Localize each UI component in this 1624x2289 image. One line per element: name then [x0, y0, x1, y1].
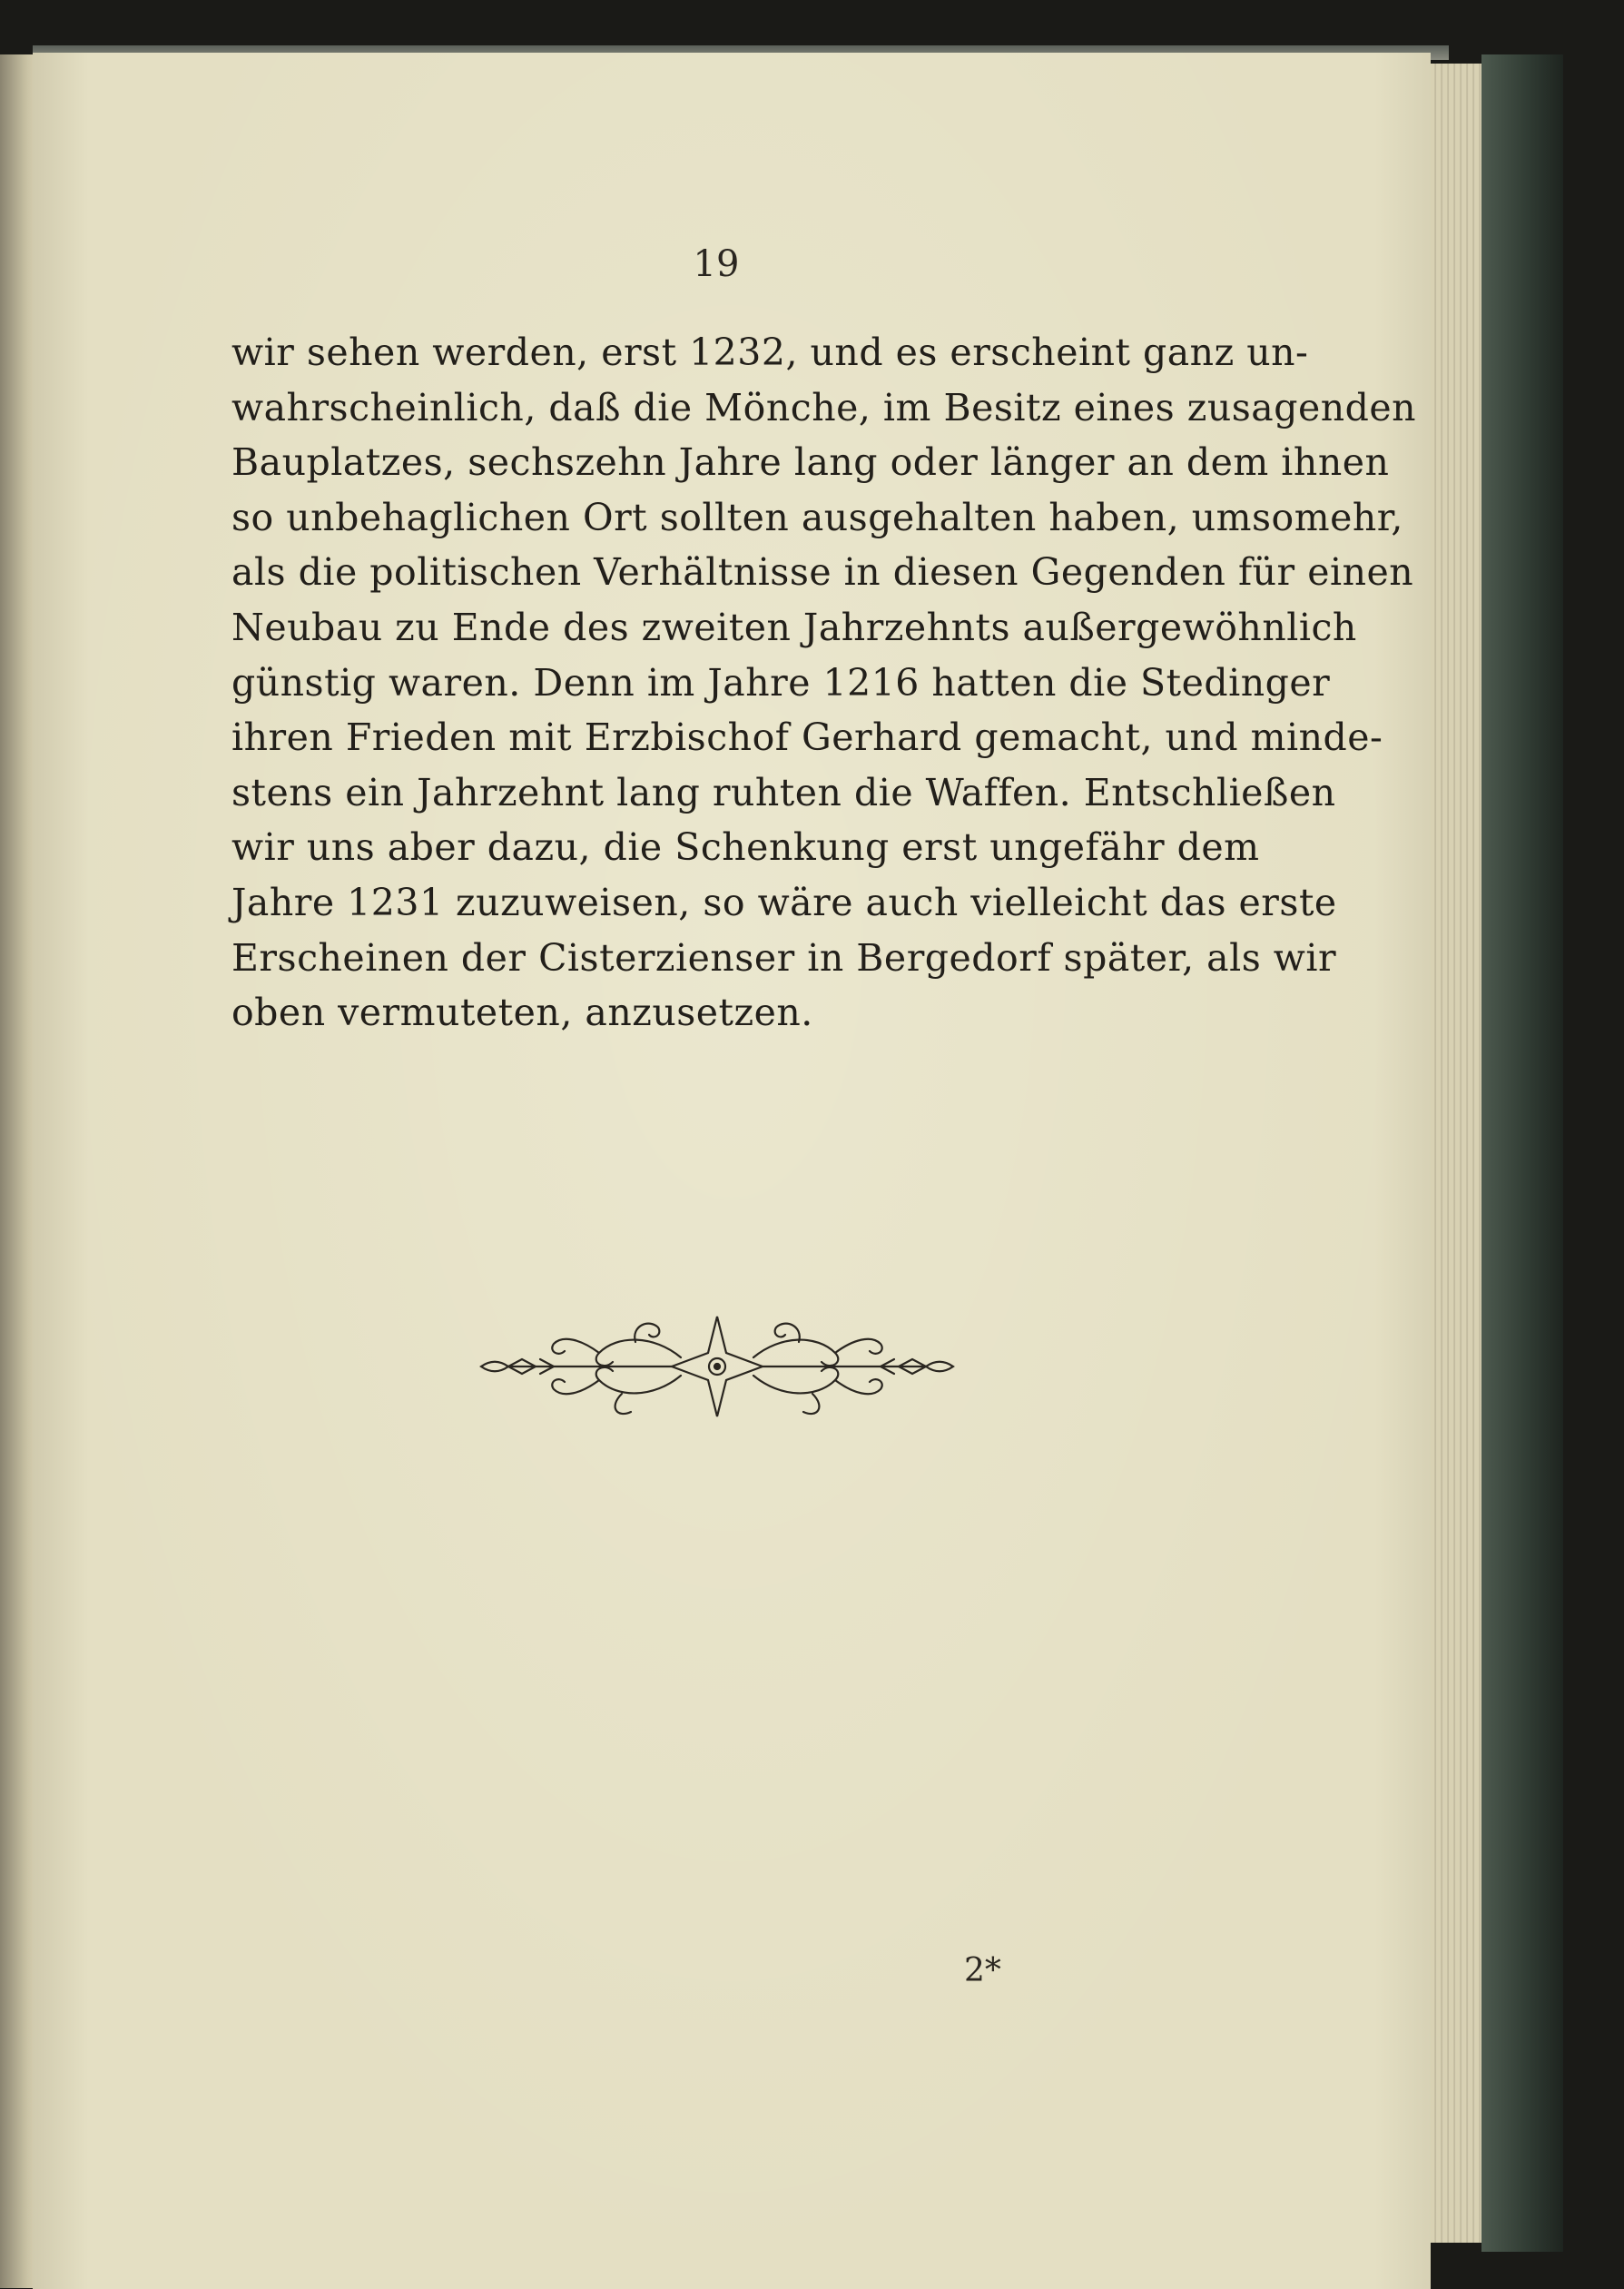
text-line: Bauplatzes, sechszehn Jahre lang oder länger an dem ihnen	[231, 440, 1390, 485]
text-line: als die politischen Verhältnisse in diesen Gegenden für einen	[231, 550, 1414, 595]
text-line: Erscheinen der Cisterzienser in Bergedorf später, als wir	[231, 935, 1337, 980]
text-line: Neubau zu Ende des zweiten Jahrzehnts außergewöhnlich	[231, 605, 1357, 649]
body-text	[231, 325, 1417, 1041]
text-line: so unbehaglichen Ort sollten ausgehalten haben, umsomehr,	[231, 495, 1403, 539]
page-number: 19	[693, 243, 740, 285]
text-line: oben vermuteten, anzusetzen.	[231, 991, 813, 1035]
floral-ornament-icon	[472, 1307, 962, 1426]
page-stack-edge	[1431, 64, 1481, 2243]
text-line: günstig waren. Denn im Jahre 1216 hatten die Stedinger	[231, 660, 1331, 705]
text-line: Jahre 1231 zuzuweisen, so wäre auch vielleicht das erste	[231, 880, 1337, 924]
text-line: wir uns aber dazu, die Schenkung erst ungefähr dem	[231, 825, 1260, 870]
text-line: ihren Frieden mit Erzbischof Gerhard gemacht, und minde-	[231, 715, 1383, 760]
text-line: wir sehen werden, erst 1232, und es erscheint ganz un-	[231, 331, 1309, 374]
text-line: stens ein Jahrzehnt lang ruhten die Waffen. Entschließen	[231, 770, 1336, 814]
text-line: wahrscheinlich, daß die Mönche, im Besitz eines zusagenden	[231, 385, 1417, 429]
signature-mark: 2*	[964, 1952, 1001, 1989]
book-cover	[1481, 54, 1563, 2252]
